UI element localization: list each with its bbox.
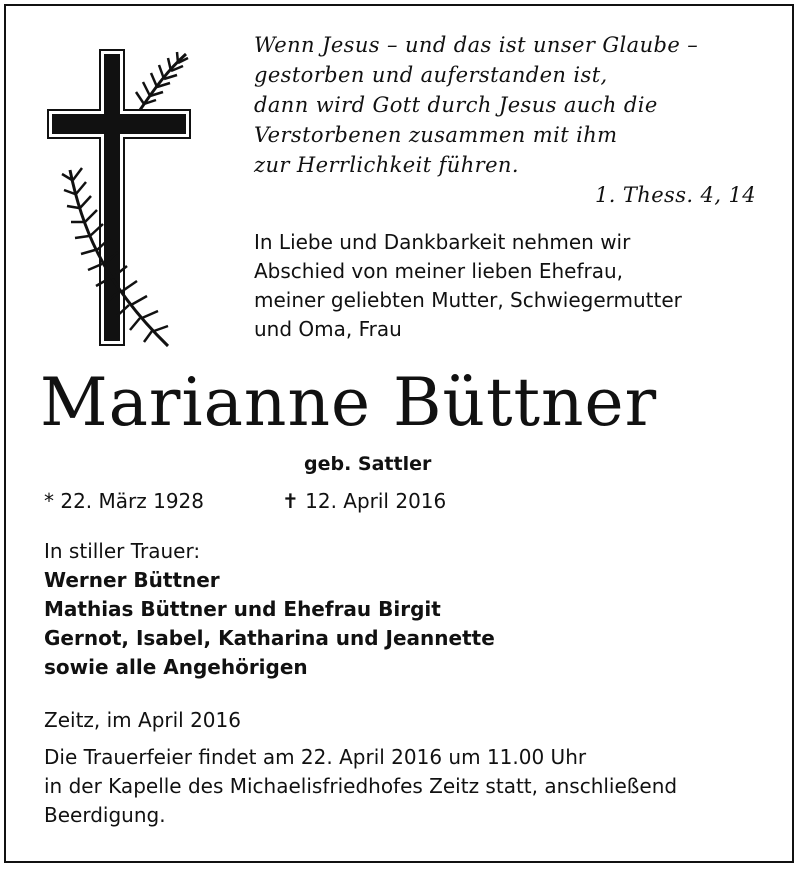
life-dates xyxy=(44,486,447,516)
mourners-intro: In stiller Trauer: xyxy=(44,539,201,563)
birth-date: * 22. März 1928 xyxy=(44,489,205,513)
mourner-name: sowie alle Angehörigen xyxy=(44,655,308,679)
intro-line: Abschied von meiner lieben Ehefrau, xyxy=(254,259,624,283)
deceased-name: Marianne Büttner xyxy=(40,364,658,441)
intro-line: In Liebe und Dankbarkeit nehmen wir xyxy=(254,230,631,254)
funeral-line: Beerdigung. xyxy=(44,803,166,827)
verse-reference: 1. Thess. 4, 14 xyxy=(594,183,756,207)
verse-line: gestorben und auferstanden ist, xyxy=(254,63,608,87)
verse-line: Verstorbenen zusammen mit ihm xyxy=(254,123,618,147)
funeral-info xyxy=(44,706,784,830)
maiden-name: geb. Sattler xyxy=(304,453,432,475)
funeral-line: Die Trauerfeier findet am 22. April 2016 um 11.00 Uhr xyxy=(44,745,587,769)
intro-line: und Oma, Frau xyxy=(254,317,402,341)
funeral-line: in der Kapelle des Michaelisfriedhofes Zeitz statt, anschließend xyxy=(44,774,678,798)
mourner-name: Werner Büttner xyxy=(44,568,220,592)
verse-line: dann wird Gott durch Jesus auch die xyxy=(254,93,658,117)
place-date: Zeitz, im April 2016 xyxy=(44,708,241,732)
bible-verse xyxy=(254,30,764,210)
cross-with-palm-branch-icon xyxy=(40,40,210,360)
verse-line: zur Herrlichkeit führen. xyxy=(254,153,519,177)
death-date: ✝ 12. April 2016 xyxy=(282,489,447,513)
mourner-name: Gernot, Isabel, Katharina und Jeannette xyxy=(44,626,495,650)
mourners-list xyxy=(44,537,495,682)
mourner-name: Mathias Büttner und Ehefrau Birgit xyxy=(44,597,441,621)
intro-line: meiner geliebten Mutter, Schwiegermutter xyxy=(254,288,682,312)
farewell-intro xyxy=(254,228,774,344)
verse-line: Wenn Jesus – und das ist unser Glaube – xyxy=(254,33,699,57)
